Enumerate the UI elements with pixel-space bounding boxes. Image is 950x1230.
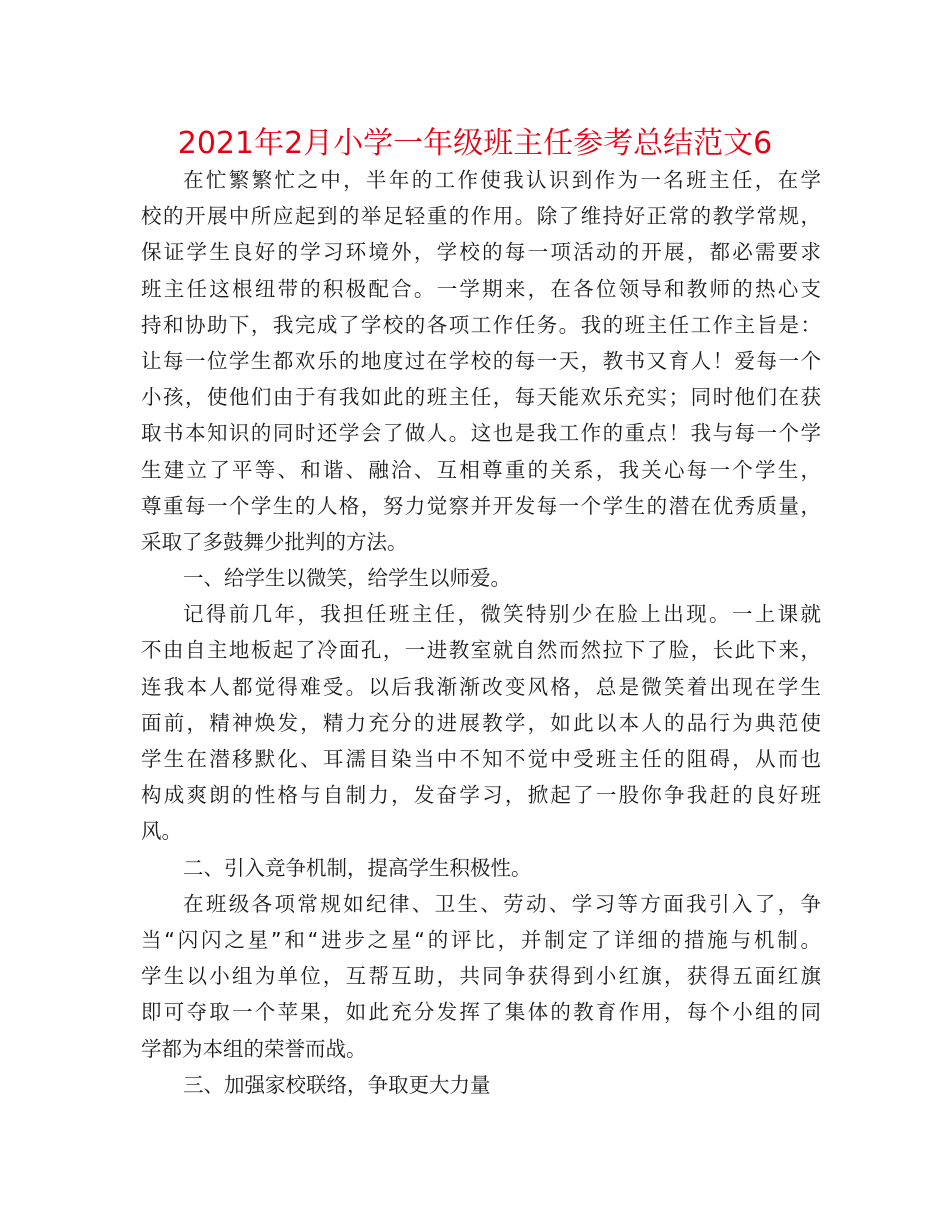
paragraph-intro [141,162,821,560]
section-heading: 三、加强家校联络，争取更大力量 [183,1072,491,1097]
text-line: 取书本知识的同时还学会了做人。这也是我工作的重点！我与每一个学 [141,421,821,446]
text-line: 学生以小组为单位，互帮互助，共同争获得到小红旗，获得五面红旗 [141,964,821,989]
text-line: 生建立了平等、和谐、融洽、互相尊重的关系，我关心每一个学生， [141,457,821,482]
text-line: 记得前几年，我担任班主任，微笑特别少在脸上出现。一上课就 [183,602,821,627]
section-heading-1 [141,560,821,596]
text-line: 当“闪闪之星”和“进步之星“的评比，并制定了详细的措施与机制。 [141,927,821,952]
text-line: 连我本人都觉得难受。以后我渐渐改变风格，总是微笑着出现在学生 [141,674,821,699]
text-line: 保证学生良好的学习环境外，学校的每一项活动的开展，都必需要求 [141,240,821,265]
paragraph-section-1 [141,596,821,849]
text-line: 班主任这根纽带的积极配合。一学期来，在各位领导和教师的热心支 [141,276,821,301]
text-line: 学生在潜移默化、耳濡目染当中不知不觉中受班主任的阻碍，从而也 [141,747,821,771]
text-line: 不由自主地板起了冷面孔，一进教室就自然而然拉下了脸，长此下来， [141,638,821,663]
text-line: 在班级各项常规如纪律、卫生、劳动、学习等方面我引入了，争 [183,891,821,916]
text-line: 让每一位学生都欢乐的地度过在学校的每一天，教书又育人！爱每一个 [141,348,821,373]
text-line: 构成爽朗的性格与自制力，发奋学习，掀起了一股你争我赶的良好班 [141,783,821,808]
text-line: 即可夺取一个苹果，如此充分发挥了集体的教育作用，每个小组的同 [141,1000,821,1025]
text-line: 小孩，使他们由于有我如此的班主任，每天能欢乐充实；同时他们在获 [141,385,821,410]
text-line: 校的开展中所应起到的举足轻重的作用。除了维持好正常的教学常规， [141,204,821,229]
text-line: 采取了多鼓舞少批判的方法。 [141,529,408,554]
section-heading: 一、给学生以微笑，给学生以师爱。 [183,566,511,591]
section-heading-2 [141,850,821,886]
text-line: 尊重每一个学生的人格，努力觉察并开发每一个学生的潜在优秀质量， [141,493,821,518]
section-heading-3 [141,1067,821,1103]
document-title: 2021年2月小学一年级班主任参考总结范文6 [177,126,773,161]
text-line: 风。 [141,819,182,844]
text-line: 在忙繁繁忙之中，半年的工作使我认识到作为一名班主任，在学 [183,168,821,192]
document-body [141,162,821,1103]
text-line: 持和协助下，我完成了学校的各项工作任务。我的班主任工作主旨是： [141,312,821,337]
paragraph-section-2 [141,886,821,1067]
text-line: 学都为本组的荣誉而战。 [141,1036,367,1061]
text-line: 面前，精神焕发，精力充分的进展教学，如此以本人的品行为典范使 [141,710,821,735]
section-heading: 二、引入竞争机制，提高学生积极性。 [183,855,532,880]
